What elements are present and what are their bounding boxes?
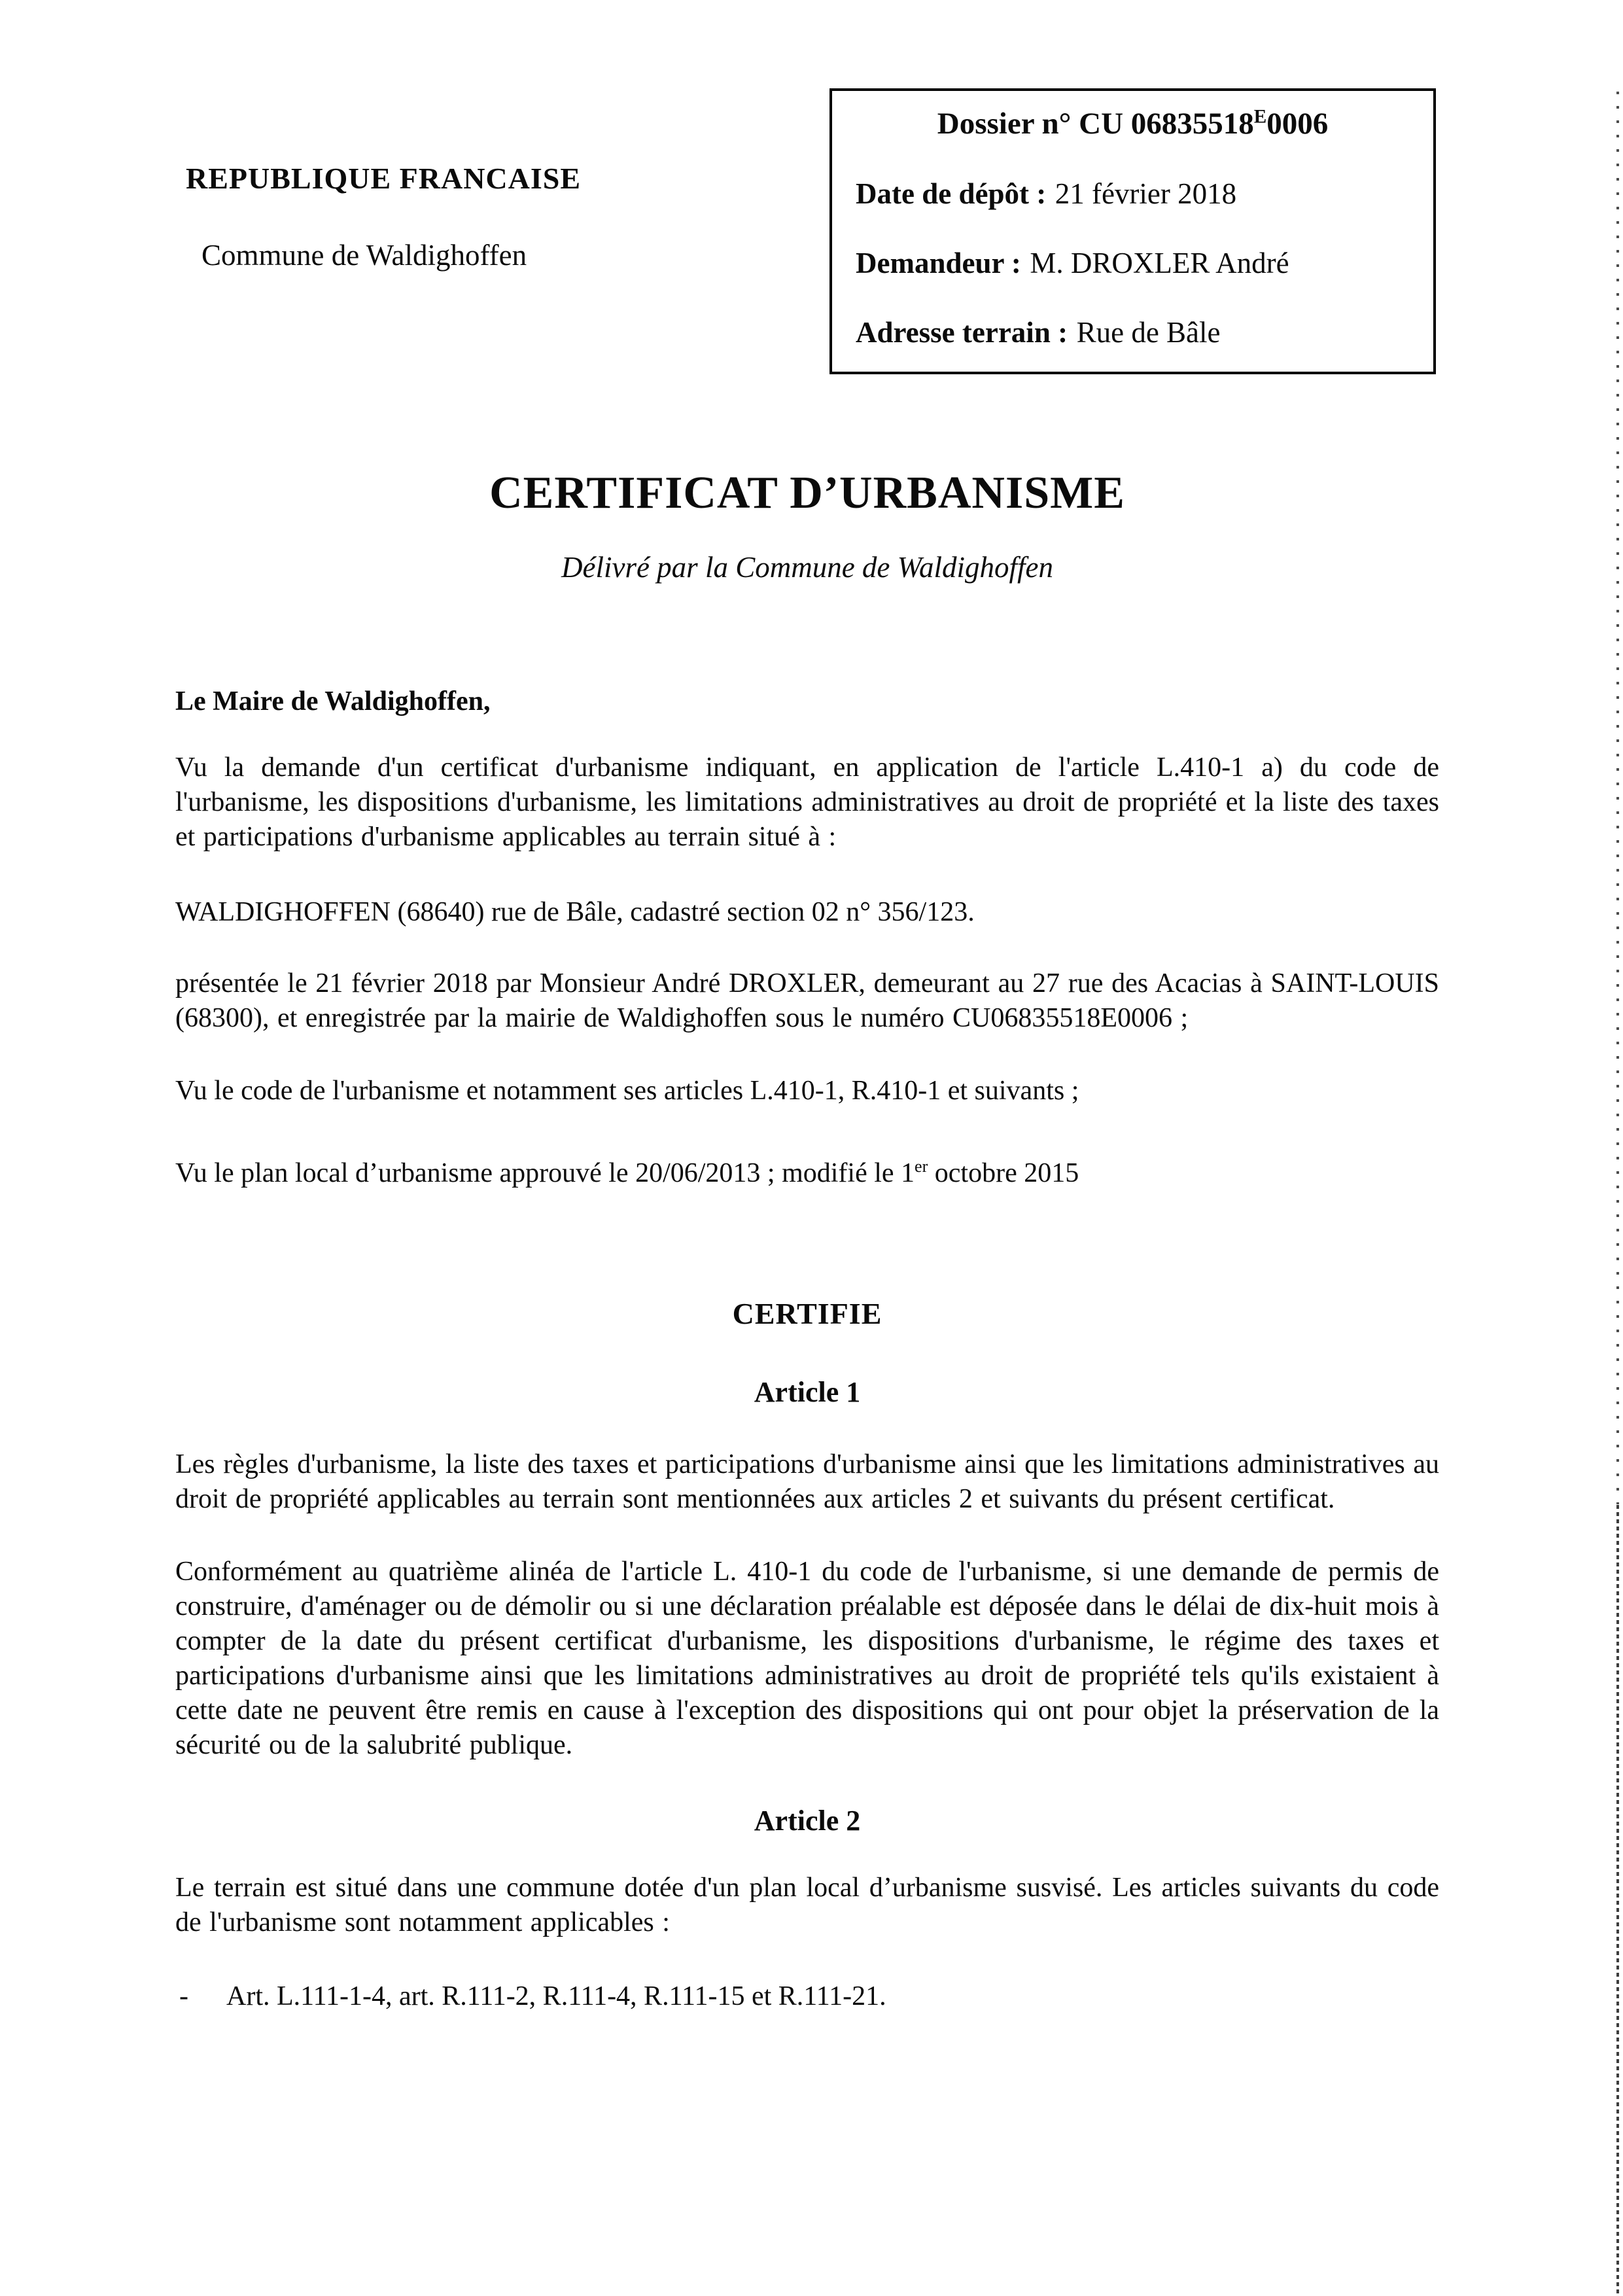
republique-francaise-heading: REPUBLIQUE FRANCAISE (186, 162, 582, 195)
paragraph-vu-plu (175, 1149, 1439, 1191)
article-2-list-item (175, 1979, 1439, 2014)
dossier-number-suffix: 0006 (1266, 107, 1329, 141)
article-1-heading: Article 1 (754, 1376, 861, 1409)
vu-plu-superscript: er (915, 1157, 928, 1176)
salutation: Le Maire de Waldighoffen, (175, 686, 491, 716)
vu-plu-text-suffix: octobre 2015 (928, 1158, 1079, 1188)
adresse-terrain-label: Adresse terrain : (856, 315, 1068, 349)
document-body (175, 0, 1439, 2014)
list-item-dash: - (179, 1981, 188, 2012)
article-1-paragraph-2: Conformément au quatrième alinéa de l'article L. 410-1 du code de l'urbanisme, si une demande de permis de construire, d'aménager ou de démolir ou si une déclaration préalable est déposée dans le délai de dix-huit mois à compter de la date du présent certificat d'urbanisme, les dispositions d'urbanisme, le régime des taxes et participations d'urbanisme ainsi que les limitations administratives au droit de propriété tels qu'ils existaient à cette date ne peuvent être remis en cause à l'exception des dispositions qui ont pour objet la préservation de la sécurité ou de la salubrité publique. (175, 1557, 1439, 1761)
paragraph-terrain-adresse: WALDIGHOFFEN (68640) rue de Bâle, cadastré section 02 n° 356/123. (175, 897, 975, 927)
date-depot-label: Date de dépôt : (856, 177, 1047, 211)
document-title: CERTIFICAT D’URBANISME (489, 468, 1125, 518)
scan-artifact-right-edge-dense (1616, 1505, 1619, 2296)
scan-artifact-right-edge (1616, 92, 1619, 1504)
commune-subheading: Commune de Waldighoffen (201, 239, 527, 272)
article-2-intro: Le terrain est situé dans une commune dotée d'un plan local d’urbanisme susvisé. Les articles suivants du code de l'urbanisme sont notamment applicables : (175, 1873, 1439, 1938)
article-2-heading: Article 2 (754, 1805, 861, 1837)
vu-plu-text: Vu le plan local d’urbanisme approuvé le 20/06/2013 ; modifié le 1 (175, 1158, 915, 1188)
dossier-number-prefix: Dossier n° CU 06835518 (937, 107, 1254, 141)
demandeur-label: Demandeur : (856, 247, 1021, 280)
dossier-number-superscript: E (1253, 106, 1267, 128)
document-subtitle: Délivré par la Commune de Waldighoffen (561, 551, 1053, 584)
paragraph-vu-code: Vu le code de l'urbanisme et notamment ses articles L.410-1, R.410-1 et suivants ; (175, 1076, 1079, 1106)
date-depot-value: 21 février 2018 (1055, 177, 1237, 211)
certifie-heading: CERTIFIE (732, 1297, 882, 1330)
paragraph-vu-demande: Vu la demande d'un certificat d'urbanisme indiquant, en application de l'article L.410-1 a) du code de l'urbanisme, les dispositions d'urbanisme, les limitations administratives au droit de propriété et la liste des taxes et participations d'urbanisme applicables au terrain situé à : (175, 752, 1439, 852)
demandeur-value: M. DROXLER André (1030, 247, 1289, 280)
article-1-paragraph-1: Les règles d'urbanisme, la liste des taxes et participations d'urbanisme ainsi que les limitations administratives au droit de propriété applicables au terrain sont mentionnées aux articles 2 et suivants du présent certificat. (175, 1449, 1439, 1515)
paragraph-presentee: présentée le 21 février 2018 par Monsieur André DROXLER, demeurant au 27 rue des Acacias à SAINT-LOUIS (68300), et enregistrée par la mairie de Waldighoffen sous le numéro CU06835518E0006 ; (175, 968, 1439, 1033)
adresse-terrain-value: Rue de Bâle (1076, 315, 1221, 349)
list-item-text: Art. L.111-1-4, art. R.111-2, R.111-4, R.111-15 et R.111-21. (226, 1981, 886, 2012)
